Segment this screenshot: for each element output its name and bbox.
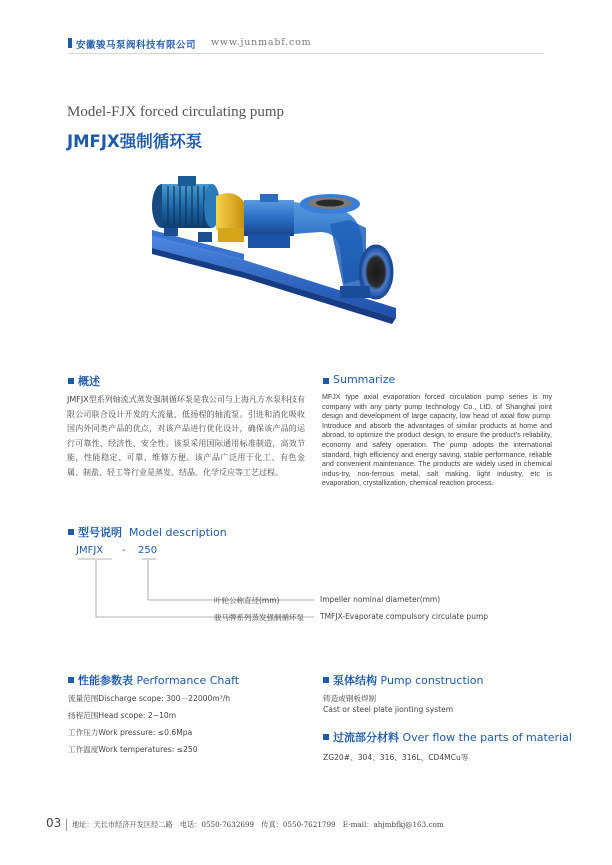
page-title-en: Model-FJX forced circulating pump bbox=[67, 104, 285, 120]
header-website[interactable]: www.junmabf.com bbox=[211, 37, 312, 48]
model-heading-en: Model description bbox=[129, 526, 227, 539]
summary-cn-text: JMFJX型系列轴流式蒸发强制循环泵是我公司与上海凡方水泵科技有限公司联合设计开发的大流量、低扬程的轴流泵。引进和消化吸收国内外同类产品的优点，对该产品进行优化设计，确保该产品的运行可靠性、经济性、安全性。该泵采用国际通用标准制造，高效节能，性能稳定、可靠、维修方便。该产品广泛用于化工、有色金属、制盐、轻工等行业是蒸发、结晶、化学反应等工艺过程。 bbox=[67, 395, 305, 477]
performance-item: 工作温度Work temperatures: ≤250 bbox=[68, 745, 198, 754]
performance-heading-cn: 性能参数表 bbox=[78, 674, 133, 687]
anno-series-en: TMFJX-Evaporate compulsory circulate pump bbox=[320, 612, 489, 621]
model-code-part2: 250 bbox=[138, 545, 158, 556]
construction-line-cn: 铸造或钢板焊制 bbox=[323, 694, 377, 703]
footer-divider bbox=[66, 819, 67, 831]
anno-series-cn: 骏马牌系列蒸发强制循环泵 bbox=[214, 613, 304, 622]
performance-heading-en: Performance Chaft bbox=[136, 674, 240, 687]
construction-heading-en: Pump construction bbox=[380, 674, 484, 687]
material-heading bbox=[333, 729, 572, 745]
performance-item: 扬程范围Head scope: 2~10m bbox=[68, 711, 177, 720]
model-code-dash: - bbox=[122, 545, 126, 556]
anno-impeller-cn: 叶轮公称直径(mm) bbox=[214, 596, 280, 605]
anno-impeller-en: Impeller nominal diameter(mm) bbox=[320, 595, 441, 604]
model-heading-cn: 型号说明 bbox=[78, 526, 122, 539]
performance-heading bbox=[78, 672, 239, 688]
material-list: ZG20#、304、316、316L、CD4MCu等 bbox=[323, 753, 469, 762]
construction-heading-cn: 泵体结构 bbox=[333, 674, 377, 687]
summary-en-text: MFJX type axial evaporation forced circulation pump series is my company with any party pump technology Co., LtD. of Shanghai joint design and development of large capacity, low head of axial flow pump. Introduce and absorb the advantages of similar products at home and abroad, to optimize the product design, to ensure the product's reliability, economy and safety operation. The pump adopts the international standard, high efficiency and energy saving, stable performance, reliable and convenient maintenance. The products are widely used in chemical indus-try, non-ferrous metal, salt making, light industry, etc is evaporation, crystallization, chemical reaction process. bbox=[322, 393, 552, 488]
construction-marker bbox=[323, 677, 329, 683]
performance-marker bbox=[68, 677, 74, 683]
header-company-name: 安徽骏马泵阀科技有限公司 bbox=[76, 40, 197, 51]
performance-item: 工作压力Work pressure: ≤0.6Mpa bbox=[68, 728, 193, 737]
construction-line-en: Cast or steel plate jionting system bbox=[323, 705, 454, 714]
footer-contact: 地址：天长市经济开发区经二路 电话：0550-7632699 传真：0550-7621799 E-mail：ahjmbfkj@163.com bbox=[72, 820, 444, 829]
material-heading-cn: 过流部分材料 bbox=[333, 731, 399, 744]
model-code-part1: JMFJX bbox=[76, 545, 104, 556]
construction-heading bbox=[333, 672, 484, 688]
page-number: 03 bbox=[46, 816, 62, 830]
summary-en-heading: Summarize bbox=[333, 373, 396, 386]
material-marker bbox=[323, 734, 329, 740]
summary-cn-heading: 概述 bbox=[78, 375, 100, 388]
page-title-cn: JMFJX强制循环泵 bbox=[67, 132, 203, 151]
material-heading-en: Over flow the parts of material bbox=[402, 731, 572, 744]
performance-item: 流量范围Discharge scope: 300－22000m³/h bbox=[68, 694, 231, 703]
